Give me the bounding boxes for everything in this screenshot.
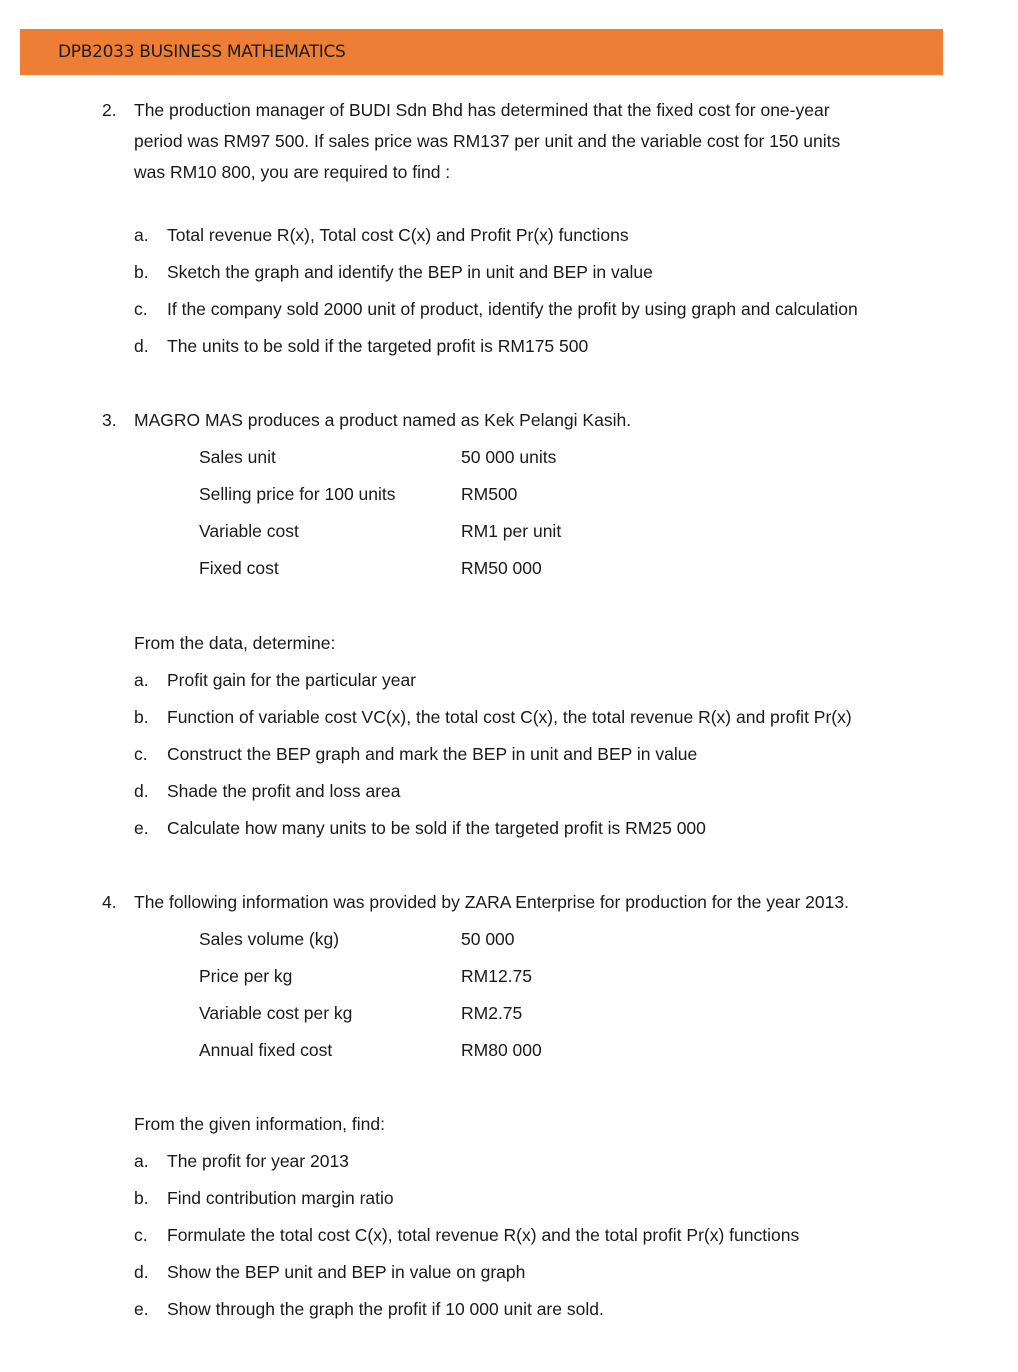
item-text: Show through the graph the profit if 10 000 unit are sold. <box>167 1299 604 1319</box>
item-text: The profit for year 2013 <box>167 1151 349 1171</box>
item-text: Formulate the total cost C(x), total revenue R(x) and the total profit Pr(x) functions <box>167 1225 800 1245</box>
table-label: Annual fixed cost <box>199 1040 333 1060</box>
item-letter: d. <box>134 1262 149 1282</box>
item-text: Sketch the graph and identify the BEP in unit and BEP in value <box>167 262 653 282</box>
table-value: RM80 000 <box>461 1040 542 1060</box>
item-letter: c. <box>134 1225 148 1245</box>
document-title: DPB2033 BUSINESS MATHEMATICS <box>58 42 346 62</box>
item-letter: b. <box>134 1188 149 1208</box>
table-value: RM1 per unit <box>461 521 562 541</box>
question-number: 4. <box>102 892 117 912</box>
item-letter: e. <box>134 1299 149 1319</box>
question-number: 2. <box>102 100 117 120</box>
item-letter: d. <box>134 781 149 801</box>
item-letter: d. <box>134 336 149 356</box>
prompt-text: From the given information, find: <box>134 1114 385 1134</box>
table-value: 50 000 units <box>461 447 557 467</box>
prompt-text: From the data, determine: <box>134 633 336 653</box>
item-text: Shade the profit and loss area <box>167 781 401 801</box>
item-text: Profit gain for the particular year <box>167 670 417 690</box>
item-text: Show the BEP unit and BEP in value on graph <box>167 1262 526 1282</box>
question-text-line: The following information was provided by ZARA Enterprise for production for the year 2013. <box>134 892 849 912</box>
item-letter: b. <box>134 707 149 727</box>
table-value: RM500 <box>461 484 518 504</box>
item-text: If the company sold 2000 unit of product, identify the profit by using graph and calculation <box>167 299 858 319</box>
table-value: RM2.75 <box>461 1003 523 1023</box>
header-bar <box>20 29 943 75</box>
item-letter: c. <box>134 744 148 764</box>
question-text-line: was RM10 800, you are required to find : <box>134 162 451 182</box>
table-label: Variable cost <box>199 521 299 541</box>
item-letter: a. <box>134 670 149 690</box>
item-letter: e. <box>134 818 149 838</box>
table-label: Fixed cost <box>199 558 279 578</box>
question-text-line: The production manager of BUDI Sdn Bhd has determined that the fixed cost for one-year <box>134 100 830 120</box>
item-letter: a. <box>134 1151 149 1171</box>
item-letter: b. <box>134 262 149 282</box>
table-label: Variable cost per kg <box>199 1003 353 1023</box>
table-label: Sales unit <box>199 447 276 467</box>
table-label: Sales volume (kg) <box>199 929 340 949</box>
question-text-line: MAGRO MAS produces a product named as Kek Pelangi Kasih. <box>134 410 632 430</box>
table-value: 50 000 <box>461 929 515 949</box>
item-text: Construct the BEP graph and mark the BEP in unit and BEP in value <box>167 744 698 764</box>
item-text: Function of variable cost VC(x), the total cost C(x), the total revenue R(x) and profit Pr(x) <box>167 707 852 727</box>
item-text: Total revenue R(x), Total cost C(x) and Profit Pr(x) functions <box>167 225 629 245</box>
table-label: Price per kg <box>199 966 293 986</box>
question-number: 3. <box>102 410 117 430</box>
table-value: RM50 000 <box>461 558 542 578</box>
question-text-line: period was RM97 500. If sales price was RM137 per unit and the variable cost for 150 units <box>134 131 841 151</box>
table-label: Selling price for 100 units <box>199 484 396 504</box>
item-letter: c. <box>134 299 148 319</box>
table-value: RM12.75 <box>461 966 533 986</box>
item-text: Find contribution margin ratio <box>167 1188 394 1208</box>
item-text: Calculate how many units to be sold if the targeted profit is RM25 000 <box>167 818 706 838</box>
item-letter: a. <box>134 225 149 245</box>
item-text: The units to be sold if the targeted profit is RM175 500 <box>167 336 589 356</box>
